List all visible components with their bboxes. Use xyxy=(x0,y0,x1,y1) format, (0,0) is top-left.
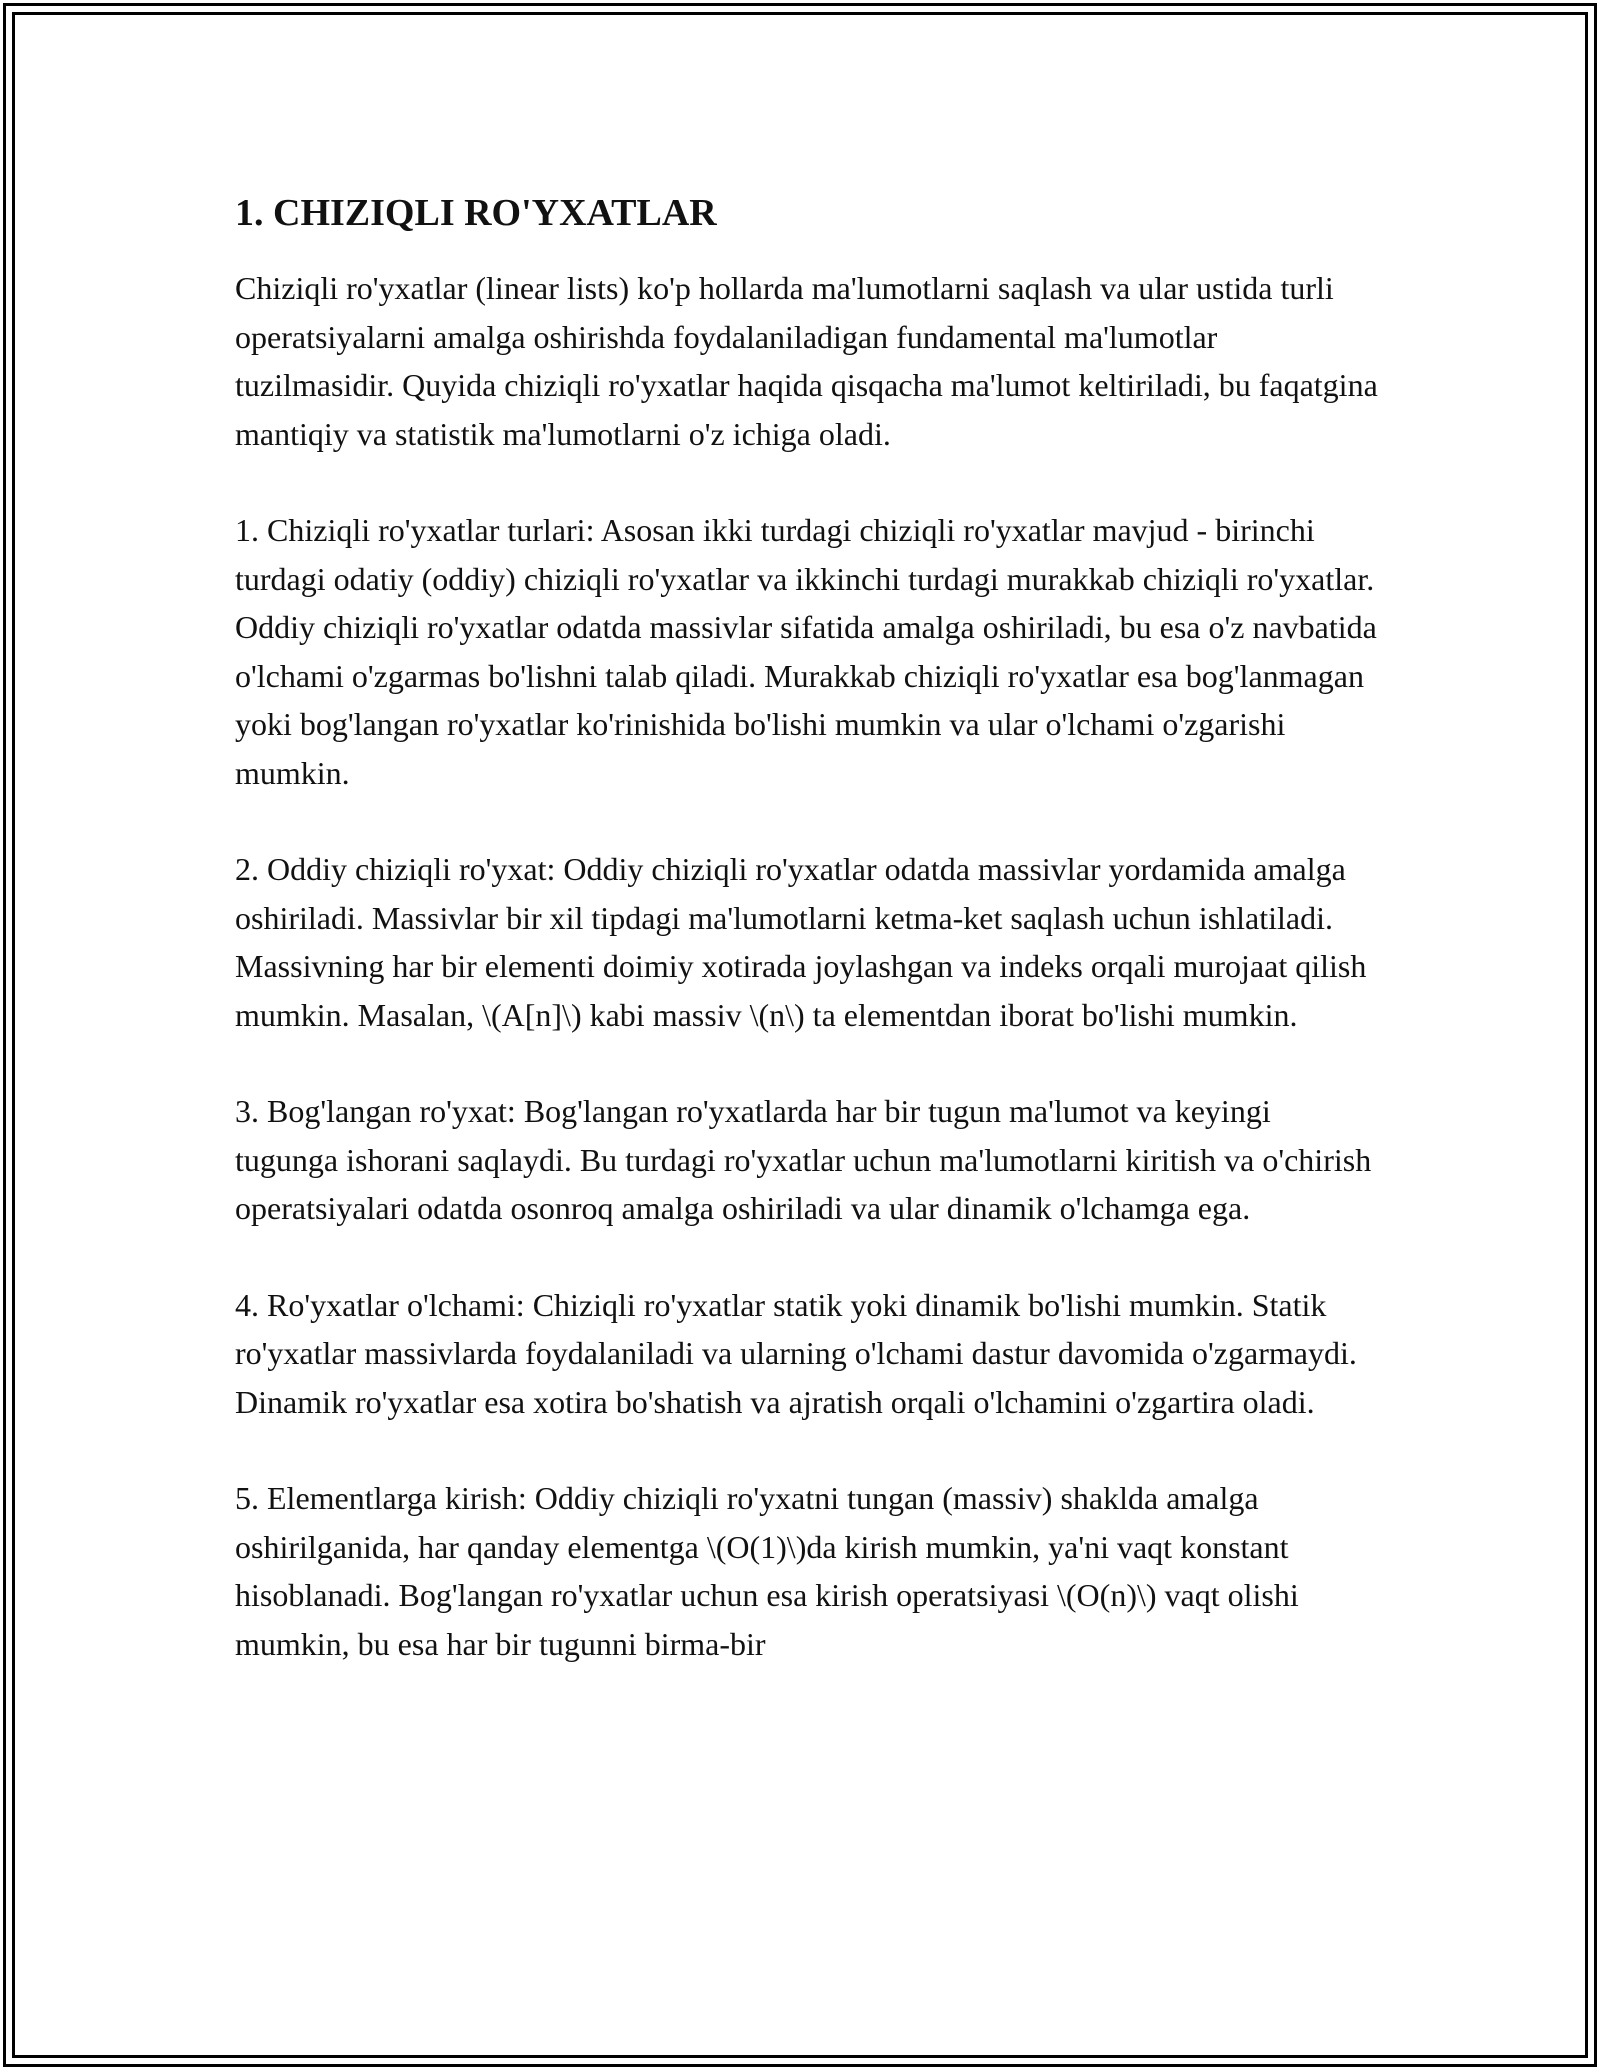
paragraph-intro: Chiziqli ro'yxatlar (linear lists) ko'p hollarda ma'lumotlarni saqlash va ular ustida turli operatsiyalarni amalga oshirishda foydalaniladigan fundamental ma'lumotlar tuzilmasidir. Quyida chiziqli ro'yxatlar haqida qisqacha ma'lumot keltiriladi, bu faqatgina mantiqiy va statistik ma'lumotlarni o'z ichiga oladi. xyxy=(235,270,1378,452)
paragraph-simple-list: 2. Oddiy chiziqli ro'yxat: Oddiy chiziqli ro'yxatlar odatda massivlar yordamida amalga oshiriladi. Massivlar bir xil tipdagi ma'lumotlarni ketma-ket saqlash uchun ishlatiladi. Massivning har bir elementi doimiy xotirada joylashgan va indeks orqali murojaat qilish mumkin. Masalan, \(A[n]\) kabi massiv \(n\) ta elementdan iborat bo'lishi mumkin. xyxy=(235,851,1367,1033)
paragraph-linked-list: 3. Bog'langan ro'yxat: Bog'langan ro'yxatlarda har bir tugun ma'lumot va keyingi tugunga ishorani saqlaydi. Bu turdagi ro'yxatlar uchun ma'lumotlarni kiritish va o'chirish operatsiyalari odatda osonroq amalga oshiriladi va ular dinamik o'lchamga ega. xyxy=(235,1093,1372,1226)
document-body xyxy=(235,182,1380,1716)
paragraph-list-types: 1. Chiziqli ro'yxatlar turlari: Asosan ikki turdagi chiziqli ro'yxatlar mavjud - birinchi turdagi odatiy (oddiy) chiziqli ro'yxatlar va ikkinchi turdagi murakkab chiziqli ro'yxatlar. Oddiy chiziqli ro'yxatlar odatda massivlar sifatida amalga oshiriladi, bu esa o'z navbatida o'lchami o'zgarmas bo'lishni talab qiladi. Murakkab chiziqli ro'yxatlar esa bog'lanmagan yoki bog'langan ro'yxatlar ko'rinishida bo'lishi mumkin va ular o'lchami o'zgarishi mumkin. xyxy=(235,512,1377,791)
page-title: 1. CHIZIQLI RO'YXATLAR xyxy=(235,192,717,234)
paragraph-list-size: 4. Ro'yxatlar o'lchami: Chiziqli ro'yxatlar statik yoki dinamik bo'lishi mumkin. Statik ro'yxatlar massivlarda foydalaniladi va ularning o'lchami dastur davomida o'zgarmaydi. Dinamik ro'yxatlar esa xotira bo'shatish va ajratish orqali o'lchamini o'zgartira oladi. xyxy=(235,1286,1357,1420)
paragraph-element-access: 5. Elementlarga kirish: Oddiy chiziqli ro'yxatni tungan (massiv) shaklda amalga oshirilganida, har qanday elementga \(O(1)\)da kirish mumkin, ya'ni vaqt konstant hisoblanadi. Bog'langan ro'yxatlar uchun esa kirish operatsiyasi \(O(n)\) vaqt olishi mumkin, bu esa har bir tugunni birma-bir xyxy=(235,1480,1299,1662)
